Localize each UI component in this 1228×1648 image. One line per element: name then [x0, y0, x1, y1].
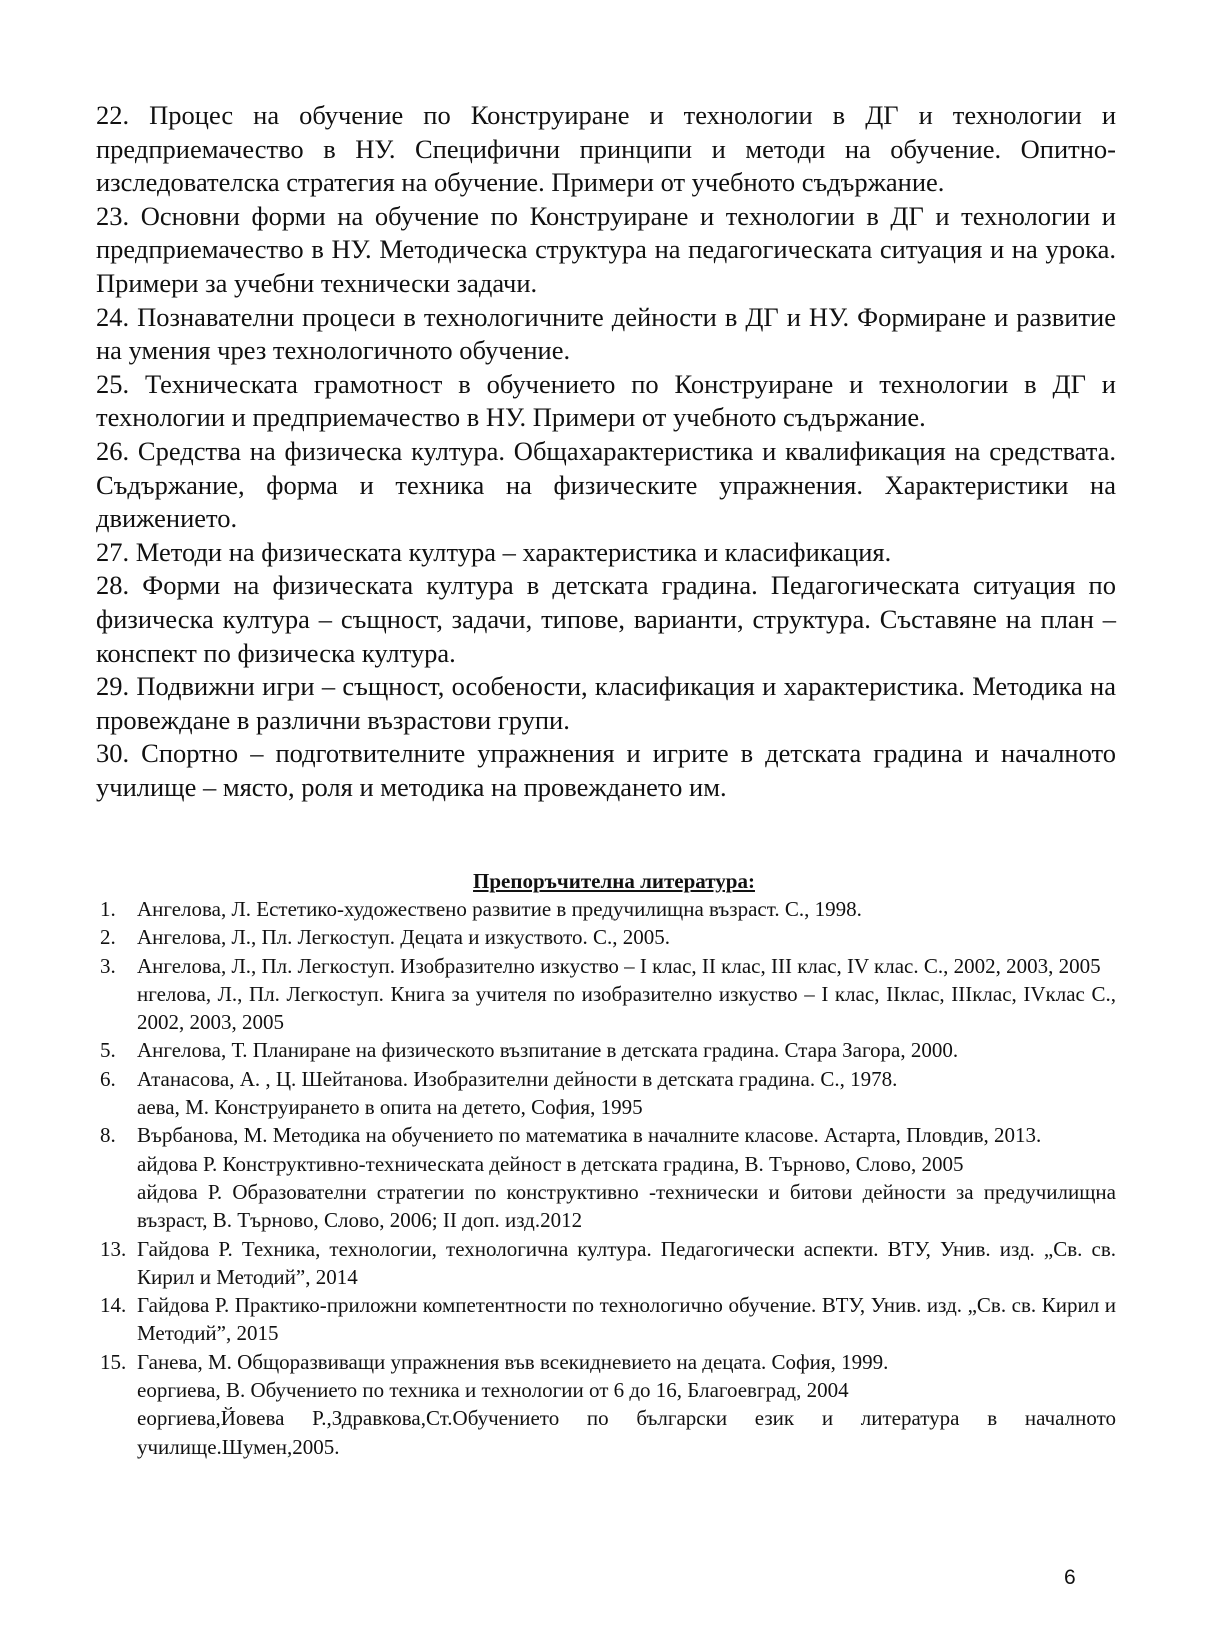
topic-item: 22. Процес на обучение по Конструиране и технологии в ДГ и технологии и предприемачество в НУ. Специфични принципи и методи на обучение. Опитно-изследователска стратегия на обучение. Примери от учебното съдържание.: [96, 100, 1116, 198]
reference-item: [100, 1235, 1116, 1292]
reference-number: 5.: [100, 1038, 116, 1063]
reference-item: [100, 1036, 1116, 1064]
topic-item: 27. Методи на физическата култура – характеристика и класификация.: [96, 536, 892, 567]
reference-item: [100, 1404, 1116, 1461]
references-list: [100, 895, 1116, 1461]
reference-number: 2.: [100, 925, 116, 950]
reference-number: [100, 980, 137, 1037]
reference-item: [100, 1291, 1116, 1348]
reference-number: 6.: [100, 1066, 116, 1091]
reference-item: [100, 1065, 1116, 1093]
reference-item: [100, 923, 1116, 951]
reference-number: 14.: [100, 1293, 127, 1318]
reference-text: Ангелова, Л., Пл. Легкоступ. Изобразително изкуство – I клас, II клас, III клас, IV клас. С., 2002, 2003, 2005: [137, 953, 1101, 978]
reference-text: Гайдова Р. Техника, технологии, технологична култура. Педагогически аспекти. ВТУ, Унив. изд. „Св. св. Кирил и Методий”, 2014: [137, 1236, 1116, 1289]
reference-number: [100, 1404, 137, 1461]
reference-number: 3.: [100, 953, 116, 978]
reference-text: еоргиева, В. Обучението по техника и технологии от 6 до 16, Благоевград, 2004: [137, 1378, 849, 1403]
reference-text: айдова Р. Образователни стратегии по конструктивно -технически и битови дейности за предучилищна възраст, В. Търново, Слово, 2006; II доп. изд.2012: [137, 1179, 1116, 1233]
exam-topics-list: [96, 99, 1116, 804]
topic-item: 26. Средства на физическа култура. Общахарактеристика и квалификация на средствата. Съдържание, форма и техника на физическите упражнения. Характеристики на движението.: [96, 435, 1116, 534]
reference-item: [100, 1093, 1116, 1121]
reference-number: [100, 1178, 137, 1235]
reference-number: 13.: [100, 1236, 127, 1261]
reference-text: Върбанова, М. Методика на обучението по математика в началните класове. Астарта, Пловдив, 2013.: [137, 1123, 1042, 1148]
reference-number: 1.: [100, 897, 116, 921]
reference-text: аева, М. Конструирането в опита на детето, София, 1995: [137, 1095, 643, 1120]
reference-text: айдова Р. Конструктивно-техническата дейност в детската градина, В. Търново, Слово, 2005: [137, 1151, 964, 1176]
reference-number: [100, 1376, 137, 1404]
reference-number: [100, 1093, 137, 1121]
reference-text: Ангелова, Т. Планиране на физическото възпитание в детската градина. Стара Загора, 2000.: [137, 1038, 959, 1063]
reference-item: [100, 1150, 1116, 1178]
reference-number: 8.: [100, 1123, 116, 1148]
reference-text: нгелова, Л., Пл. Легкоступ. Книга за учителя по изобразително изкуство – I клас, IIклас, IIIклас, IVклас С., 2002, 2003, 2005: [137, 981, 1116, 1035]
reference-item: [100, 1376, 1116, 1404]
reference-item: [100, 952, 1116, 980]
reference-text: Ангелова, Л., Пл. Легкоступ. Децата и изкуството. С., 2005.: [137, 925, 671, 950]
reference-item: [100, 895, 1116, 923]
topic-item: 28. Форми на физическата култура в детската градина. Педагогическата ситуация по физическа култура – същност, задачи, типове, варианти, структура. Съставяне на план – конспект по физическа култура.: [96, 570, 1116, 668]
reference-text: Атанасова, А. , Ц. Шейтанова. Изобразителни дейности в детската градина. С., 1978.: [137, 1066, 898, 1091]
reference-item: [100, 980, 1116, 1037]
literature-heading: Препоръчителна литература:: [473, 869, 755, 893]
reference-item: [100, 1178, 1116, 1235]
page-number: 6: [1064, 1566, 1076, 1589]
topic-item: 29. Подвижни игри – същност, особености, класификация и характеристика. Методика на провеждане в различни възрастови групи.: [96, 671, 1116, 735]
reference-number: 15.: [100, 1349, 127, 1374]
reference-text: Ганева, М. Общоразвиващи упражнения във всекидневието на децата. София, 1999.: [137, 1349, 889, 1374]
reference-text: Гайдова Р. Практико-приложни компетентности по технологично обучение. ВТУ, Унив. изд. „Св. св. Кирил и Методий”, 2015: [137, 1293, 1116, 1346]
topic-item: 23. Основни форми на обучение по Конструиране и технологии в ДГ и технологии и предприемачество в НУ. Методическа структура на педагогическата ситуация и на урока. Примери за учебни технически задачи.: [96, 200, 1116, 298]
topic-item: 30. Спортно – подготвителните упражнения и игрите в детската градина и началното училище – място, роля и методика на провеждането им.: [96, 738, 1116, 802]
reference-text: Ангелова, Л. Естетико-художествено развитие в предучилищна възраст. С., 1998.: [137, 897, 862, 921]
topic-item: 24. Познавателни процеси в технологичните дейности в ДГ и НУ. Формиране и развитие на умения чрез технологичното обучение.: [96, 301, 1116, 366]
topic-item: 25. Техническата грамотност в обучението по Конструиране и технологии в ДГ и технологии и предприемачество в НУ. Примери от учебното съдържание.: [96, 368, 1116, 433]
reference-item: [100, 1121, 1116, 1149]
reference-item: [100, 1348, 1116, 1376]
reference-number: [100, 1150, 137, 1178]
reference-text: еоргиева,Йовева Р.,Здравкова,Ст.Обучението по български език и литература в началното училище.Шумен,2005.: [137, 1406, 1116, 1459]
